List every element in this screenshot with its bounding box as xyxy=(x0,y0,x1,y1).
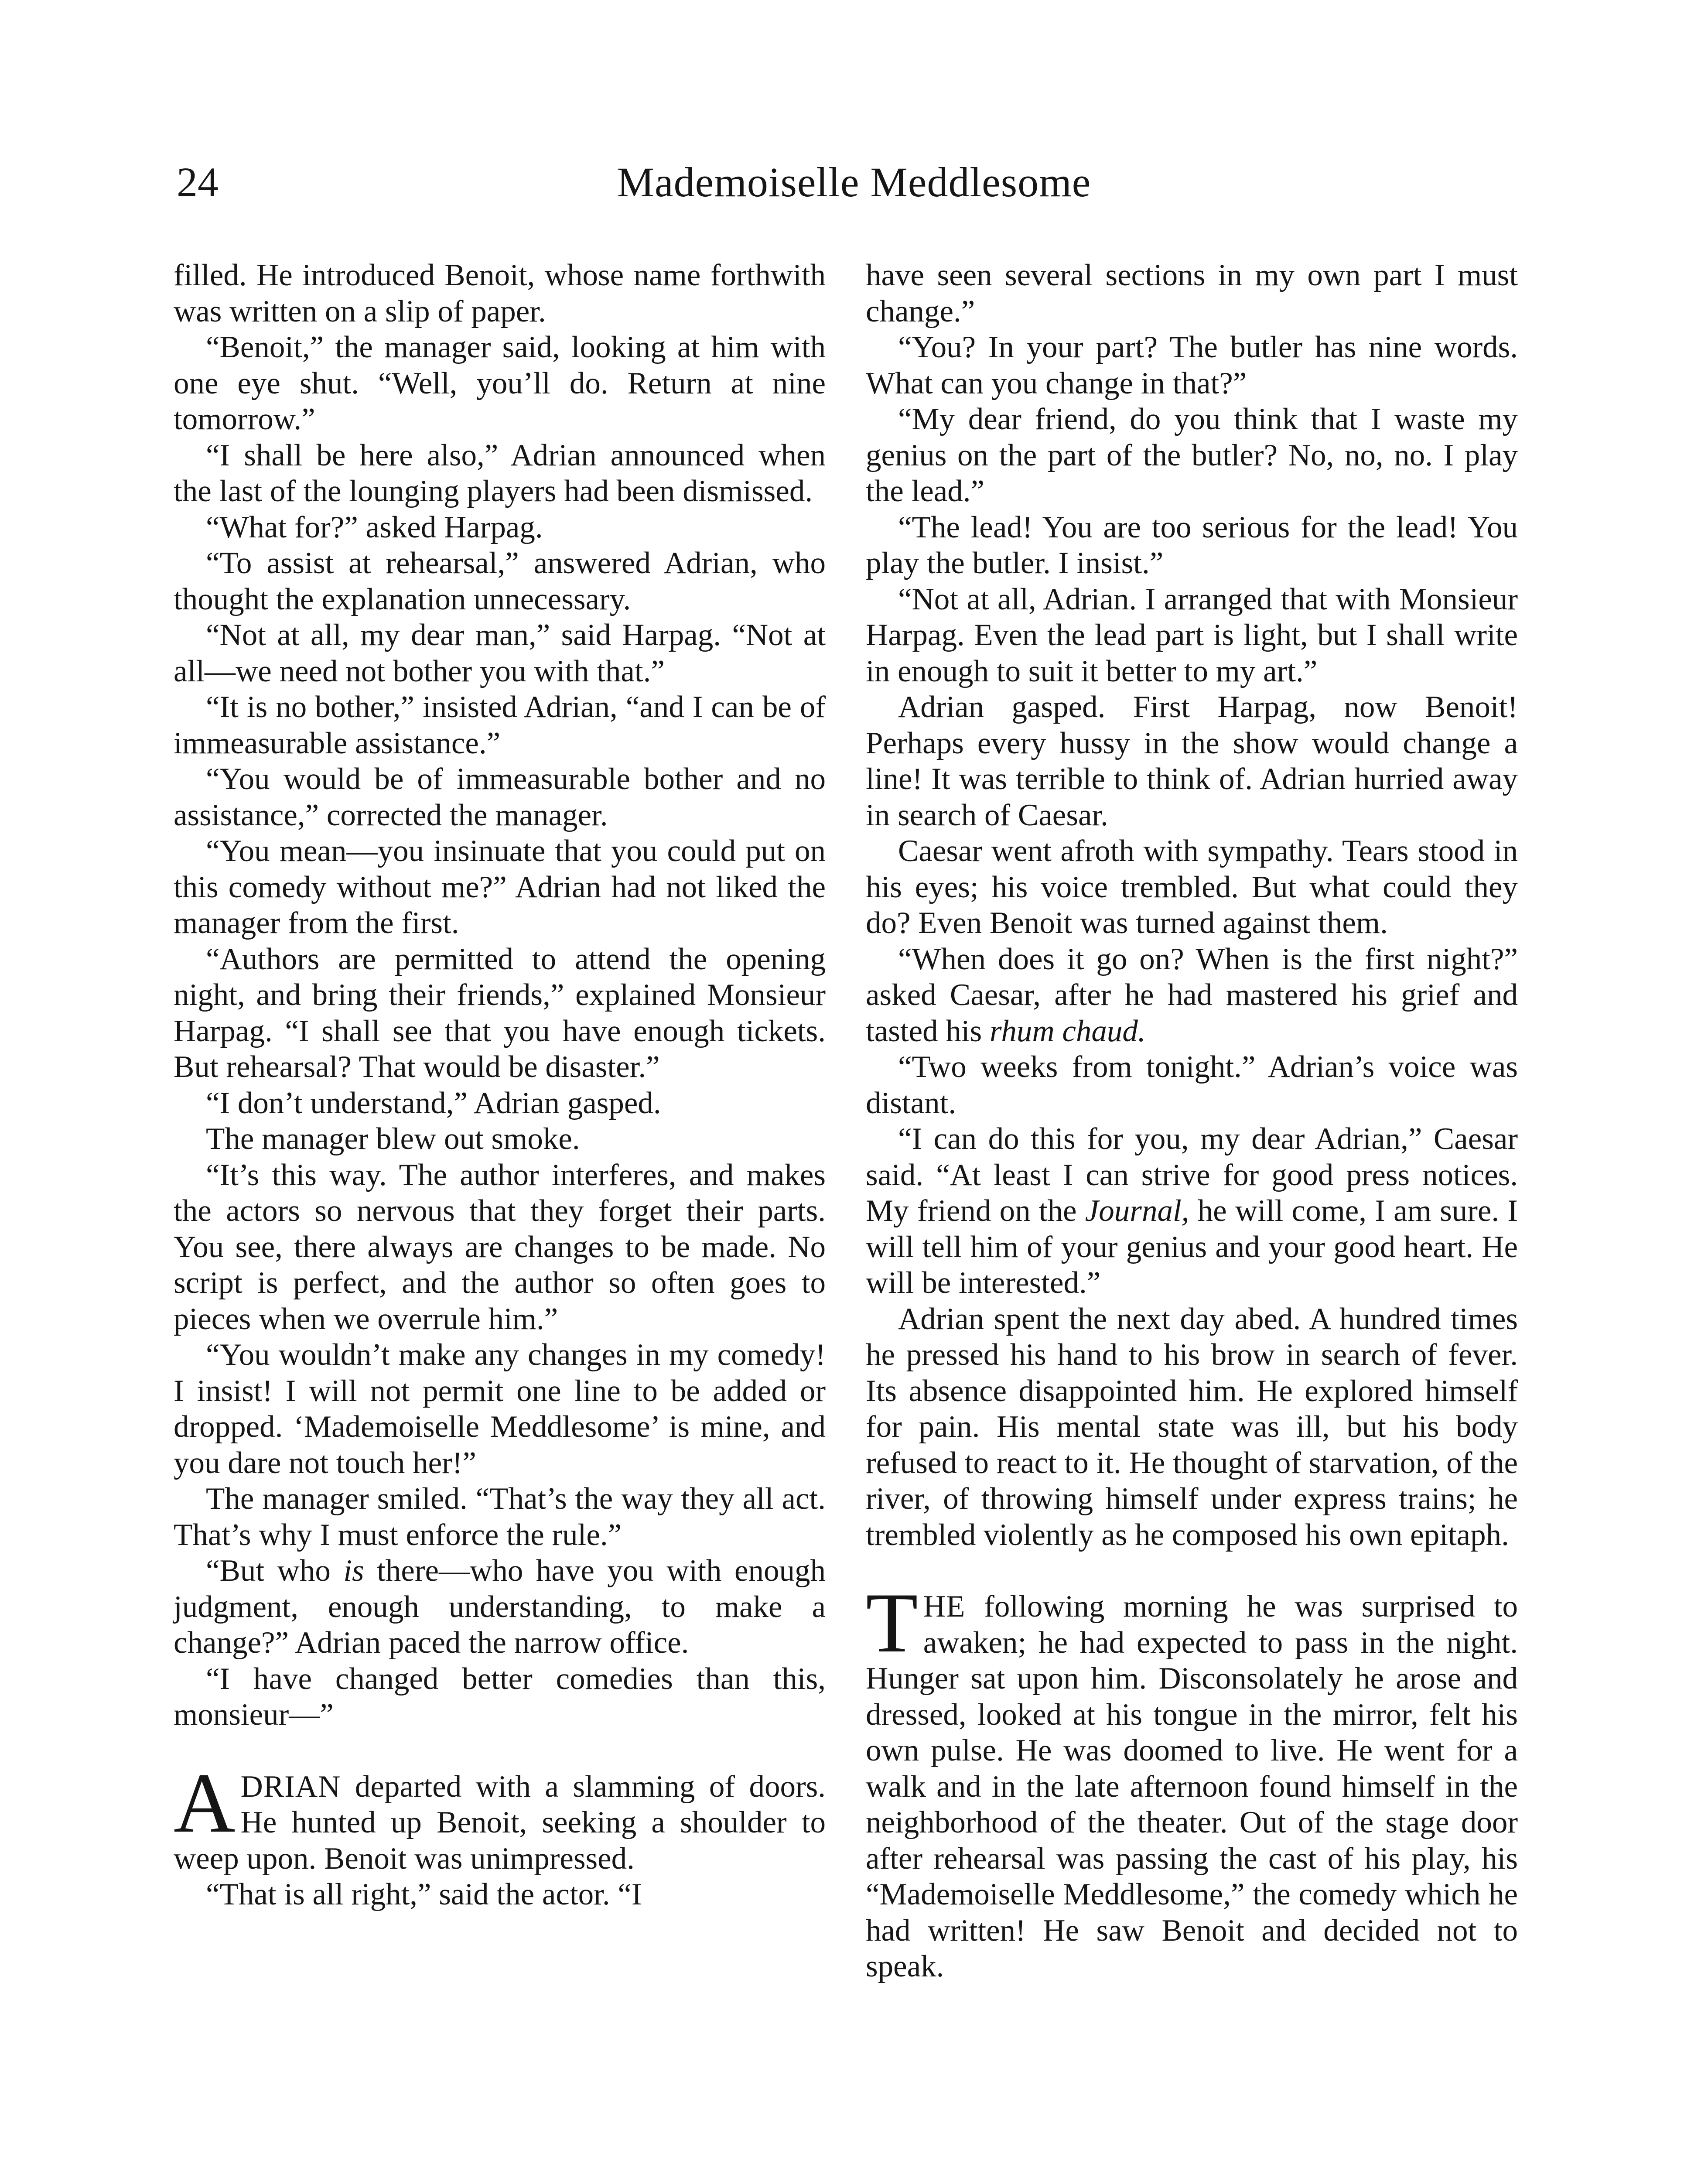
paragraph: The manager blew out smoke. xyxy=(206,1122,580,1156)
paragraph: “You wouldn’t make any changes in my comedy! I insist! I will not permit one line to be added or dropped. ‘Mademoiselle Meddlesome’ is mine, and you dare not touch her!” xyxy=(174,1338,826,1480)
paragraph: “I don’t understand,” Adrian gasped. xyxy=(206,1086,661,1120)
paragraph: Adrian gasped. First Harpag, now Benoit! Perhaps every hussy in the show would change a line! It was terrible to think of. Adrian hurried away in search of Caesar. xyxy=(866,690,1518,832)
paragraph: “It is no bother,” insisted Adrian, “and I can be of immeasurable assistance.” xyxy=(174,690,826,760)
paragraph: “Two weeks from tonight.” Adrian’s voice was distant. xyxy=(866,1050,1518,1120)
running-title: Mademoiselle Meddlesome xyxy=(617,159,1091,205)
paragraph: “I shall be here also,” Adrian announced when the last of the lounging players had been dismissed. xyxy=(174,438,826,508)
drop-cap: A xyxy=(174,1755,236,1850)
paragraph xyxy=(866,1121,1518,1301)
paragraph xyxy=(866,941,1518,1049)
paragraph: have seen several sections in my own part I must change.” xyxy=(866,258,1518,328)
paragraph: “The lead! You are too serious for the lead! You play the butler. I insist.” xyxy=(866,510,1518,580)
paragraph: Caesar went afroth with sympathy. Tears stood in his eyes; his voice trembled. But what could they do? Even Benoit was turned against them. xyxy=(866,834,1518,940)
left-column xyxy=(174,257,826,1913)
emphasis: is xyxy=(343,1554,364,1588)
lead-in-word: HE xyxy=(923,1590,966,1624)
emphasis: Journal, xyxy=(1085,1194,1189,1228)
paragraph: “You would be of immeasurable bother and no assistance,” corrected the manager. xyxy=(174,762,826,832)
emphasis: rhum chaud. xyxy=(989,1014,1146,1048)
drop-cap: T xyxy=(866,1576,918,1670)
text-run: “But who xyxy=(206,1554,344,1588)
paragraph: “My dear friend, do you think that I waste my genius on the part of the butler? No, no, no. I play the lead.” xyxy=(866,402,1518,508)
text-run: “I can do this for you, my dear Adrian,” Caesar said. “At least I can strive for good press notices. My friend on the xyxy=(866,1122,1518,1228)
paragraph: Adrian spent the next day abed. A hundred times he pressed his hand to his brow in search of fever. Its absence disappointed him. He explored himself for pain. His mental state was ill, but his body refused to react to it. He thought of starvation, of the river, of throwing himself under express trains; he trembled violently as he composed his own epitaph. xyxy=(866,1302,1518,1552)
paragraph: “What for?” asked Harpag. xyxy=(206,510,543,544)
paragraph: “That is all right,” said the actor. “I xyxy=(206,1877,642,1911)
paragraph: The manager smiled. “That’s the way they all act. That’s why I must enforce the rule.” xyxy=(174,1482,826,1552)
text-run: he will come, I am sure. I will tell him of your genius and your good heart. He will be interested.” xyxy=(866,1194,1518,1300)
paragraph: “Authors are permitted to attend the opening night, and bring their friends,” explained Monsieur Harpag. “I shall see that you have enough tickets. But rehearsal? That would be disaster.” xyxy=(174,942,826,1084)
paragraph: “You? In your part? The butler has nine words. What can you change in that?” xyxy=(866,330,1518,400)
right-column xyxy=(866,257,1518,1985)
text-run: there—who have you with enough judgment, enough understanding, to make a change?” Adrian paced the narrow office. xyxy=(174,1554,826,1660)
paragraph: “Not at all, my dear man,” said Harpag. “Not at all—we need not bother you with that.” xyxy=(174,618,826,688)
text-run: departed with a slamming of doors. He hunted up Benoit, seeking a shoulder to weep upon. Benoit was unimpressed. xyxy=(174,1769,826,1876)
section-start-paragraph xyxy=(174,1755,826,1877)
paragraph: “I have changed better comedies than this, monsieur—” xyxy=(174,1661,826,1732)
paragraph: filled. He introduced Benoit, whose name forthwith was written on a slip of paper. xyxy=(174,258,826,328)
lead-in-word: DRIAN xyxy=(240,1769,341,1804)
paragraph: “It’s this way. The author interferes, and makes the actors so nervous that they forget their parts. You see, there always are changes to be made. No script is perfect, and the author so often goes to pieces when we overrule him.” xyxy=(174,1158,826,1336)
page-number: 24 xyxy=(177,159,219,205)
text-run: “When does it go on? When is the first night?” asked Caesar, after he had mastered his grief and tasted his xyxy=(866,942,1518,1048)
section-start-paragraph xyxy=(866,1576,1518,1985)
paragraph: “Benoit,” the manager said, looking at him with one eye shut. “Well, you’ll do. Return at nine tomorrow.” xyxy=(174,330,826,436)
paragraph: “Not at all, Adrian. I arranged that with Monsieur Harpag. Even the lead part is light, but I shall write in enough to suit it better to my art.” xyxy=(866,582,1518,688)
text-run: following morning he was surprised to awaken; he had expected to pass in the night. Hunger sat upon him. Disconsolately he arose and dressed, looked at his tongue in the mirror, felt his own pulse. He was doomed to live. He went for a walk and in the late afternoon found himself in the neighborhood of the theater. Out of the stage door after rehearsal was passing the cast of his play, his “Mademoiselle Meddlesome,” the comedy which he had written! He saw Benoit and decided not to speak. xyxy=(866,1590,1518,1983)
paragraph xyxy=(174,1553,826,1661)
paragraph: “To assist at rehearsal,” answered Adrian, who thought the explanation unnecessary. xyxy=(174,546,826,616)
paragraph: “You mean—you insinuate that you could put on this comedy without me?” Adrian had not liked the manager from the first. xyxy=(174,834,826,940)
